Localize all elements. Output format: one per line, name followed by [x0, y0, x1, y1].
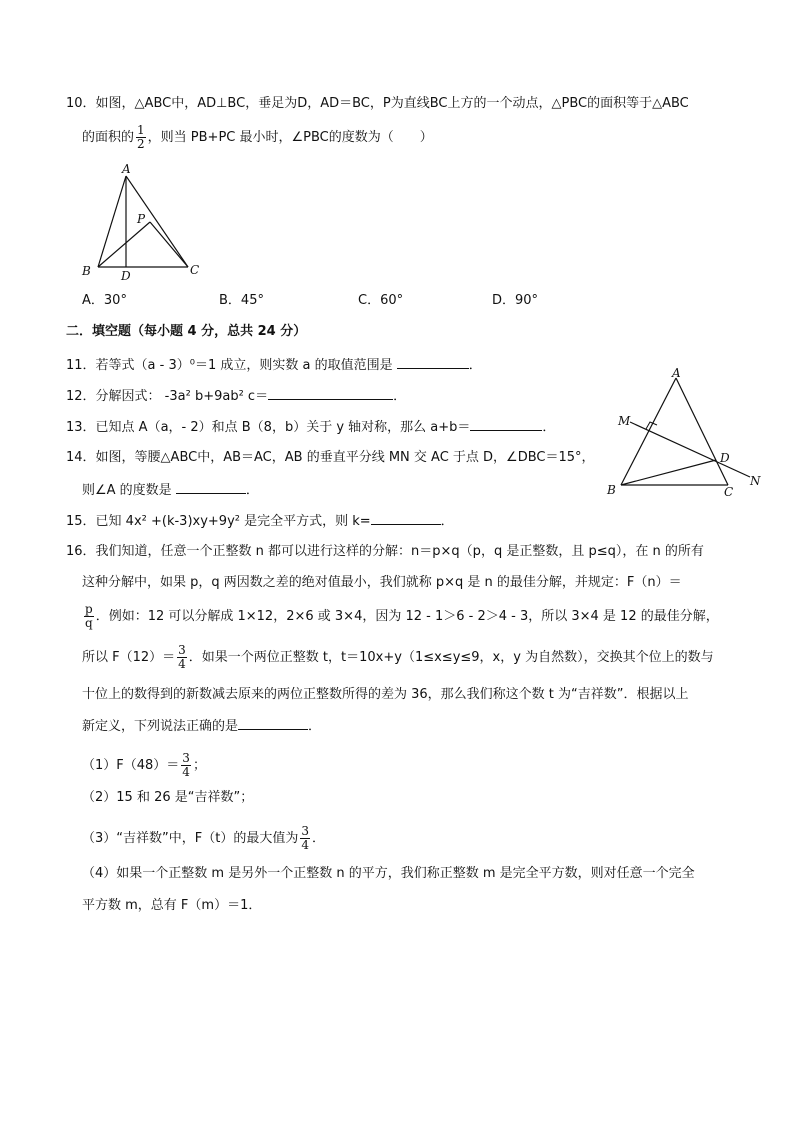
q10-label-D: D — [121, 269, 131, 283]
q13-answer-blank[interactable] — [470, 418, 542, 431]
q16-line2: 这种分解中，如果 p，q 两因数之差的绝对值最小，我们就称 p×q 是 n 的最佳分解，并规定：F（n）＝ — [82, 575, 682, 590]
q10-line1 — [66, 95, 689, 113]
q10-label-A: A — [122, 162, 131, 176]
q14-label-N: N — [750, 474, 761, 488]
q12-stem: 分解因式： -3a² b+9ab² c＝ — [95, 389, 269, 404]
q11-answer-blank[interactable] — [397, 356, 469, 369]
section-title: 二．填空题（每小题 4 分，总共 24 分） — [66, 324, 307, 339]
q10-label-P: P — [137, 212, 146, 226]
q14-line1: 14．如图，等腰△ABC中，AB＝AC，AB 的垂直平分线 MN 交 AC 于点 D，∠DBC＝15°， — [66, 450, 595, 465]
q14-label-A: A — [672, 366, 681, 380]
q14-label-B: B — [607, 483, 616, 497]
q10-choice-c: C．60° — [358, 293, 404, 308]
q10-line2 — [82, 124, 433, 151]
q16-fraction-f12: $\frac{3}{4}$ — [178, 643, 186, 671]
q10-label-B: B — [82, 264, 91, 278]
q14-triangle-figure — [600, 365, 770, 500]
q10-choice-b: B．45° — [219, 293, 264, 308]
q15: 15．已知 4x² +(k-3)xy+9y² 是完全平方式，则 k= ． — [66, 514, 454, 529]
q10-stem-line2b: ，则当 PB+PC 最小时，∠PBC的度数为（ ） — [147, 130, 433, 145]
q16-fraction-pq: $\frac{p}{q}$ — [85, 602, 93, 630]
q10-stem-line1: 如图，△ABC中，AD⊥BC，垂足为D，AD＝BC，P为直线BC上方的一个动点，△PBC的面积等于△ABC — [95, 96, 689, 111]
q16-line6: 新定义，下列说法正确的是 ． — [82, 719, 322, 734]
q10-stem-line2a: 的面积的 — [82, 130, 135, 145]
q14-answer-blank[interactable] — [176, 481, 246, 494]
q16-line4: 所以 F（12）＝ $\frac{3}{4}$ ．如果一个两位正整数 t，t＝10x+y（1≤x≤y≤9，x，y 为自然数），交换其个位上的数与 — [82, 643, 714, 671]
q16-line1: 16．我们知道，任意一个正整数 n 都可以进行这样的分解：n＝p×q（p，q 是正整数，且 p≤q），在 n 的所有 — [66, 544, 704, 559]
q16-statement-4-line1: （4）如果一个正整数 m 是另外一个正整数 n 的平方，我们称正整数 m 是完全平方数，则对任意一个完全 — [82, 866, 695, 881]
q14-label-C: C — [724, 485, 734, 499]
q10-triangle-figure — [78, 160, 208, 285]
q10-label-C: C — [190, 263, 200, 277]
q10-choice-d: D．90° — [492, 293, 539, 308]
q14-label-M: M — [618, 414, 631, 428]
q16-answer-blank[interactable] — [238, 717, 308, 730]
q16-line3: $\frac{p}{q}$ ．例如：12 可以分解成 1×12，2×6 或 3×4，因为 12 - 1＞6 - 2＞4 - 3，所以 3×4 是 12 的最佳分解， — [85, 602, 719, 630]
q10-number: 10． — [66, 96, 96, 111]
q11: 11．若等式（a - 3）⁰＝1 成立，则实数 a 的取值范围是 ． — [66, 358, 482, 373]
q16-statement-4-line2: 平方数 m，总有 F（m）＝1． — [82, 898, 262, 913]
q10-choice-a: A．30° — [82, 293, 127, 308]
q14-line2: 则∠A 的度数是 ． — [82, 483, 259, 498]
q16-line5: 十位上的数得到的新数减去原来的两位正整数所得的差为 36，那么我们称这个数 t 为“吉祥数”．根据以上 — [82, 687, 689, 702]
q13: 13．已知点 A（a，- 2）和点 B（8，b）关于 y 轴对称，那么 a+b＝ ． — [66, 420, 556, 435]
q11-stem: 若等式（a - 3）⁰＝1 成立，则实数 a 的取值范围是 — [95, 358, 393, 373]
q14-label-D: D — [720, 451, 730, 465]
q16-statement-2: （2）15 和 26 是“吉祥数”； — [82, 790, 254, 805]
q15-answer-blank[interactable] — [371, 512, 441, 525]
q15-stem: 已知 4x² +(k-3)xy+9y² 是完全平方式，则 k= — [95, 514, 371, 529]
q12-answer-blank[interactable] — [268, 387, 393, 400]
q13-stem: 已知点 A（a，- 2）和点 B（8，b）关于 y 轴对称，那么 a+b＝ — [95, 420, 471, 435]
q10-fraction: $\frac{1}{2}$ — [137, 123, 145, 151]
q16-statement-1: （1）F（48）＝ $\frac{3}{4}$ ； — [82, 751, 206, 779]
q14-stem: 如图，等腰△ABC中，AB＝AC，AB 的垂直平分线 MN 交 AC 于点 D，∠DBC＝15°， — [95, 450, 595, 465]
q16-statement-3: （3）“吉祥数”中，F（t）的最大值为 $\frac{3}{4}$ ． — [82, 824, 325, 852]
q12: 12．分解因式： -3a² b+9ab² c＝ ． — [66, 389, 407, 404]
